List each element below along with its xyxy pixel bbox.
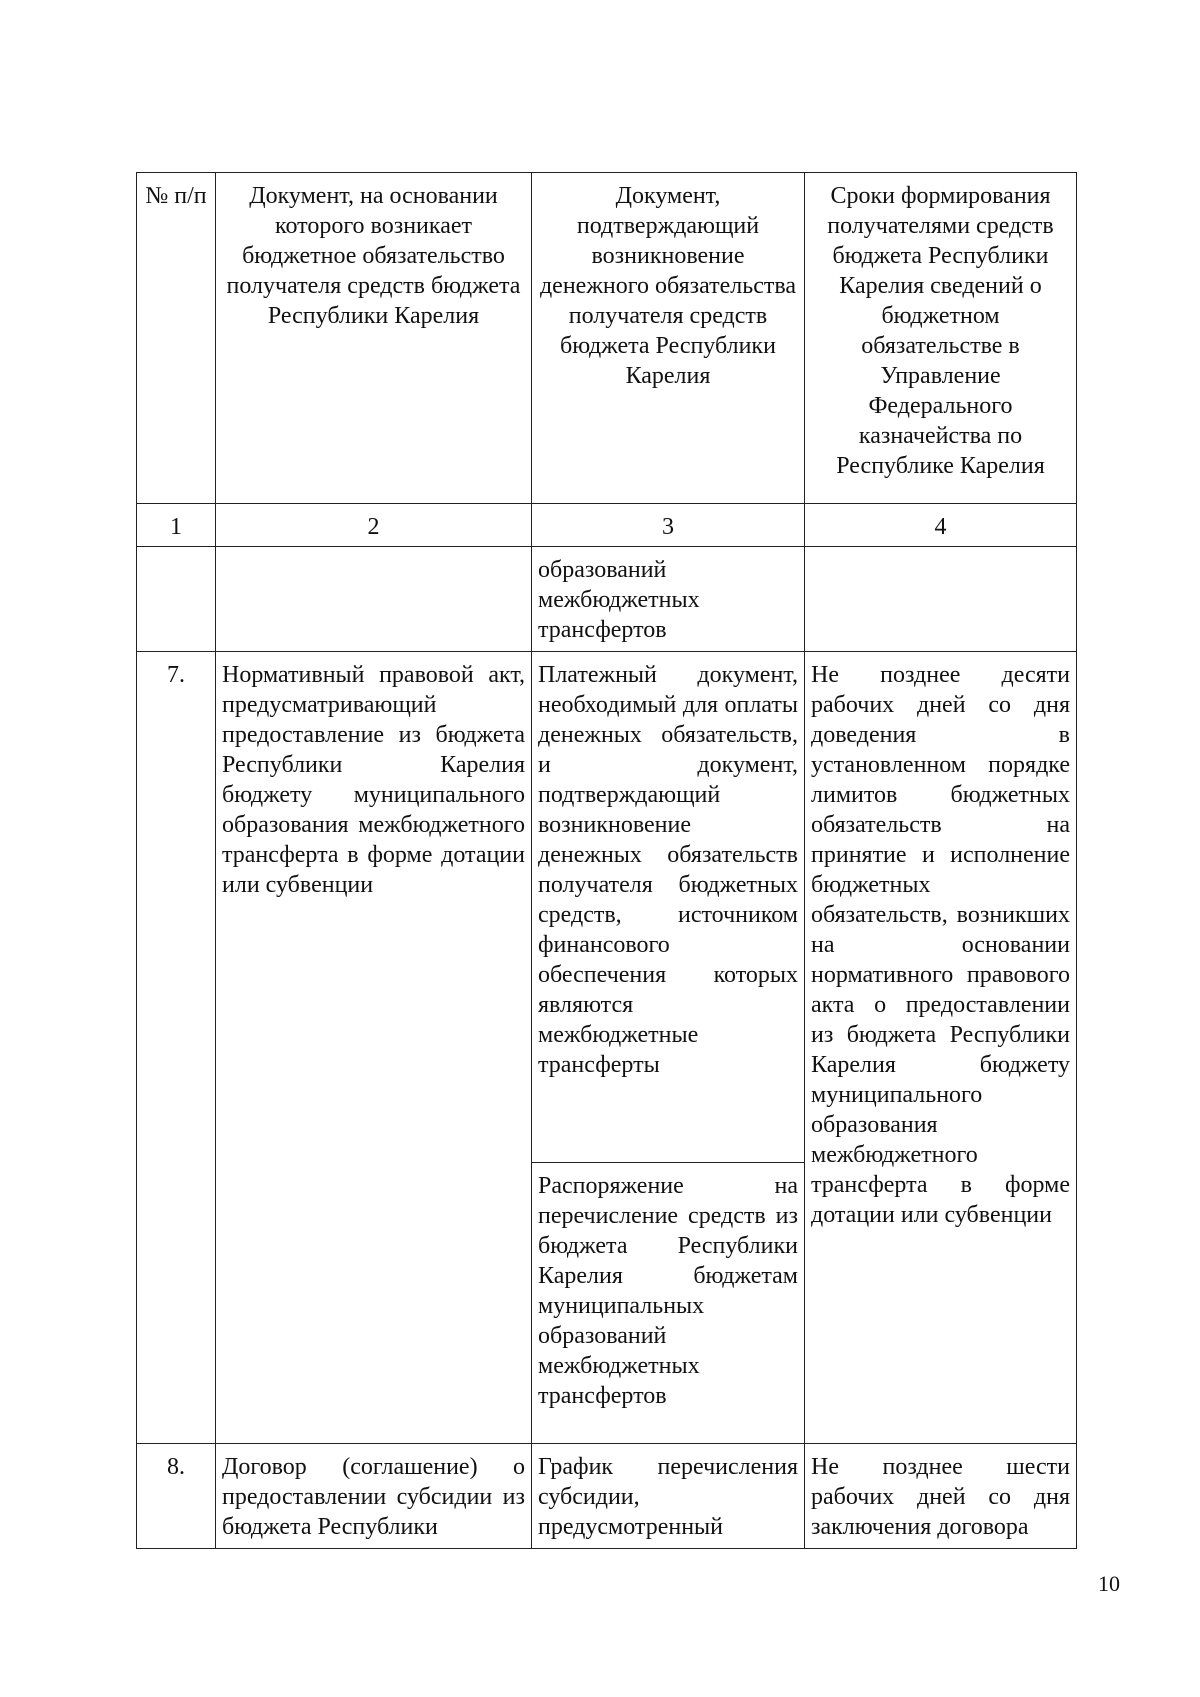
page-number: 10 (1098, 1571, 1120, 1596)
column-number-2: 2 (216, 504, 532, 547)
column-numbers-row (137, 504, 1077, 547)
header-basis-document: Документ, на основании которого возникает бюджетное обязательство получателя средств бюджета Республики Карелия (216, 173, 532, 504)
row8-basis-document: Договор (соглашение) о предоставлении субсидии из бюджета Республики (216, 1444, 532, 1549)
row7-number: 7. (137, 652, 216, 1444)
continuation-cell-1 (137, 547, 216, 652)
continuation-row (137, 547, 1077, 652)
column-number-4: 4 (805, 504, 1077, 547)
continuation-cell-3: образований межбюджетных трансфертов (532, 547, 805, 652)
table-row-7 (137, 652, 1077, 1163)
row7-confirming-document-a: Платежный документ, необходимый для оплаты денежных обязательств, и документ, подтверждающий возникновение денежных обязательств получателя бюджетных средств, источником финансового обеспечения которых являются межбюджетные трансферты (532, 652, 805, 1163)
header-number: № п/п (137, 173, 216, 504)
header-deadlines: Сроки формирования получателями средств бюджета Республики Карелия сведений о бюджетном обязательстве в Управление Федерального казначейства по Республике Карелия (805, 173, 1077, 504)
column-number-1: 1 (137, 504, 216, 547)
continuation-cell-4 (805, 547, 1077, 652)
row7-deadline: Не позднее десяти рабочих дней со дня доведения в установленном порядке лимитов бюджетных обязательств на принятие и исполнение бюджетных обязательств, возникших на основании нормативного правового акта о предоставлении из бюджета Республики Карелия бюджету муниципального образования межбюджетного трансферта в форме дотации или субвенции (805, 652, 1077, 1444)
obligations-table (136, 172, 1077, 1549)
table-header-row (137, 173, 1077, 504)
header-confirming-document: Документ, подтверждающий возникновение денежного обязательства получателя средств бюджета Республики Карелия (532, 173, 805, 504)
row8-deadline: Не позднее шести рабочих дней со дня заключения договора (805, 1444, 1077, 1549)
row7-confirming-document-b: Распоряжение на перечисление средств из бюджета Республики Карелия бюджетам муниципальных образований межбюджетных трансфертов (532, 1163, 805, 1444)
row8-confirming-document: График перечисления субсидии, предусмотренный (532, 1444, 805, 1549)
column-number-3: 3 (532, 504, 805, 547)
row7-basis-document: Нормативный правовой акт, предусматривающий предоставление из бюджета Республики Карелия бюджету муниципального образования межбюджетного трансферта в форме дотации или субвенции (216, 652, 532, 1444)
table-row-8 (137, 1444, 1077, 1549)
row8-number: 8. (137, 1444, 216, 1549)
continuation-cell-2 (216, 547, 532, 652)
